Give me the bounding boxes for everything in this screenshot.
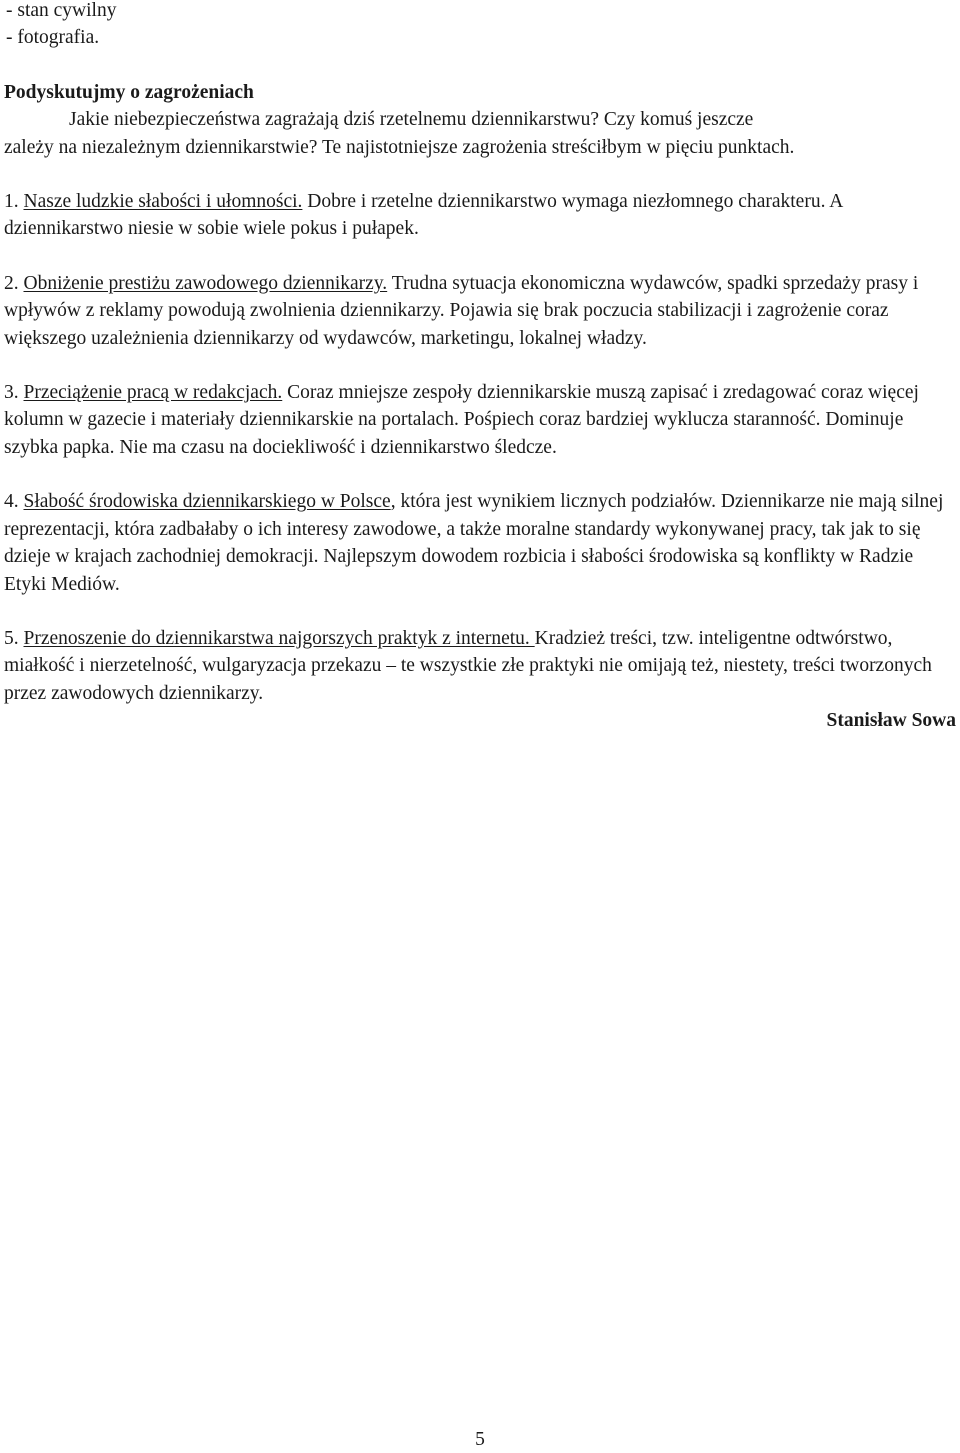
threat-point-2 (4, 270, 956, 352)
threat-point-5 (4, 625, 956, 707)
list-fragment (4, 0, 956, 52)
point-number: 3. (4, 382, 19, 404)
point-number: 2. (4, 272, 19, 294)
section-heading: Podyskutujmy o zagrożeniach (4, 81, 254, 103)
point-number: 4. (4, 491, 19, 513)
point-number: 5. (4, 627, 19, 649)
intro-first-line: Jakie niebezpieczeństwa zagrażają dziś rzetelnemu dziennikarstwu? Czy komuś jeszcze (69, 109, 754, 131)
intro-continuation: zależy na niezależnym dziennikarstwie? Te najistotniejsze zagrożenia streściłbym w pięciu punktach. (4, 136, 795, 158)
point-title: Nasze ludzkie słabości i ułomności. (23, 191, 303, 213)
point-text: , która jest wynikiem licznych podziałów. Dziennikarze nie mają silnej reprezentacji, która zadbałaby o ich interesy zawodowe, a także moralne standardy wykonywanej pracy, tak jak to się dzieje w krajach zachodniej demokracji. Najlepszym dowodem rozbicia i słabości środowiska są konflikty w Radzie Etyki Mediów. (4, 491, 944, 595)
point-title: Słabość środowiska dziennikarskiego w Polsce (23, 491, 391, 513)
point-text: Kradzież treści, tzw. inteligentne odtwórstwo, miałkość i nierzetelność, wulgaryzacja przekazu – te wszystkie złe praktyki nie omijają też, niestety, treści tworzonych przez zawodowych dziennikarzy. (4, 627, 932, 704)
point-title: Przenoszenie do dziennikarstwa najgorszych praktyk z internetu. (23, 627, 535, 649)
threat-point-4 (4, 488, 956, 598)
point-text: Dobre i rzetelne dziennikarstwo wymaga niezłomnego charakteru. A dziennikarstwo niesie w sobie wiele pokus i pułapek. (4, 191, 843, 240)
document-page (4, 0, 956, 735)
threat-point-1 (4, 188, 956, 243)
point-title: Obniżenie prestiżu zawodowego dziennikarzy. (23, 272, 388, 294)
list-item: - fotografia. (6, 27, 100, 49)
threat-point-3 (4, 379, 956, 461)
page-number: 5 (475, 1429, 485, 1450)
point-title: Przeciążenie pracą w redakcjach. (23, 382, 283, 404)
point-number: 1. (4, 191, 19, 213)
list-item: - stan cywilny (6, 0, 117, 21)
intro-paragraph (4, 106, 956, 161)
point-text: Coraz mniejsze zespoły dziennikarskie muszą zapisać i zredagować coraz więcej kolumn w gazecie i materiały dziennikarskie na portalach. Pośpiech coraz bardziej wyklucza staranność. Dominuje szybka papka. Nie ma czasu na dociekliwość i dziennikarstwo śledcze. (4, 382, 919, 458)
author-signature: Stanisław Sowa (826, 710, 956, 732)
point-text: Trudna sytuacja ekonomiczna wydawców, spadki sprzedaży prasy i wpływów z reklamy powodują zwolnienia dziennikarzy. Pojawia się brak poczucia stabilizacji i zagrożenie coraz większego uzależnienia dziennikarzy od wydawców, marketingu, lokalnej władzy. (4, 272, 919, 349)
